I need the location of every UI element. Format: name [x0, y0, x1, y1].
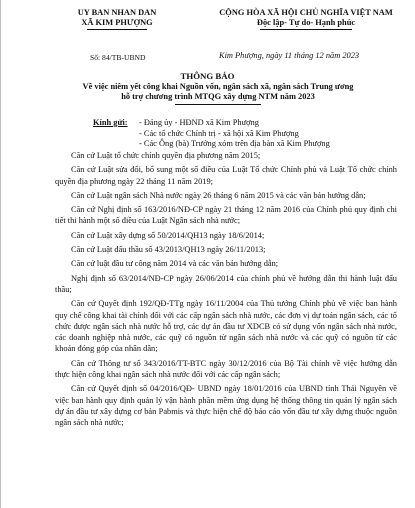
subject-line-2: hỗ trợ chương trình MTQG xây dựng NTM năm 2023 — [121, 92, 315, 101]
issuing-authority — [59, 8, 175, 30]
national-header — [208, 8, 404, 30]
recipients-list — [139, 118, 379, 150]
place-and-date: Kim Phượng, ngày 11 tháng 12 năm 2023 — [219, 51, 360, 60]
body-paragraph: Căn cứ Luật đấu thầu số 43/2013/QH13 ngày 26/11/2013; — [71, 245, 266, 255]
body-paragraph: Căn cứ Luật tổ chức chính quyền địa phương năm 2015; — [71, 151, 261, 160]
body-paragraph: Căn cứ Luật sửa đổi, bổ sung một số điều của Luật Tổ chức Chính phủ và Luật Tổ chức chính quyền địa phương ngày 22 tháng 11 năm 2019; — [55, 165, 397, 186]
document-title: THÔNG BÁO — [180, 71, 235, 81]
recipient-item: - Đảng ủy - HĐND xã Kim Phượng — [139, 118, 259, 127]
body-paragraph: Căn cứ Nghị định số 163/2016/NĐ-CP ngày 21 tháng 12 năm 2016 của Chính phủ quy định chi tiết thi hành một số điều của Luật Ngân sách nhà nước; — [55, 205, 397, 226]
subject-line-1: Về việc niêm yết công khai Nguồn vốn, ngân sách xã, ngân sách Trung ương — [82, 82, 354, 91]
body-paragraph: Căn cứ Luật xây dựng số 50/2014/QH13 ngày 18/6/2014; — [71, 230, 265, 240]
body-paragraph: Căn cứ Quyết định 192/QĐ-TTg ngày 16/11/2004 của Thủ tướng Chính phủ về việc ban hành quy chế công khai tài chính đối với các cấp ngân sách nhà nước, các đơn vị dự toán ngân sách, các tổ chức được ngân sách nhà nước hỗ trợ, các dự án đầu tư XDCB có sử dụng vốn ngân sách nhà nước, các doanh nghiệp nhà nước, các quỹ có nguồn từ ngân sách nhà nước và các quỹ có nguồn từ các khoản đóng góp của nhân dân; — [55, 299, 397, 354]
recipient-item: - Các Ông (bà) Trưởng xóm trên địa bàn xã Kim Phượng — [139, 139, 330, 148]
subject-underline — [175, 104, 261, 105]
authority-line-1: UY BAN NHAN DAN — [77, 8, 157, 17]
authority-underline — [87, 29, 147, 30]
document-number: Số: 84/TB-UBND — [90, 53, 146, 62]
document-subject — [53, 82, 383, 105]
body-paragraph: Nghị định số 63/2014/NĐ-CP ngày 26/06/2014 của chính phủ về hướng dẫn thi hành luật đấu thầu; — [55, 273, 397, 294]
recipients-label: Kính gửi: — [93, 118, 128, 127]
recipient-item: - Các tổ chức Chính trị - xã hội xã Kim Phượng — [139, 128, 299, 138]
document-body — [55, 150, 397, 432]
nation-motto: Độc lập- Tự do- Hạnh phúc — [256, 18, 356, 27]
nation-name: CỘNG HÒA XÃ HỘI CHỦ NGHĨA VIỆT NAM — [219, 8, 393, 17]
body-paragraph: Căn cứ Thông tư số 343/2016/TT-BTC ngày 30/12/2016 của Bộ Tài chính về việc hướng dẫn thực hiện công khai ngân sách nhà nước đối với các cấp ngân sách; — [55, 358, 397, 380]
authority-line-2: XÃ KIM PHƯỢNG — [81, 18, 153, 27]
body-paragraph: Căn cứ Quyết định số 04/2016/QĐ- UBND ngày 18/01/2016 của UBND tỉnh Thái Nguyên về việc ban hành quy định quản lý vận hành phần mềm ứng dụng hệ thống thông tin quản lý ngân sách dự án đầu tư xây dựng cơ bản Pabmis và thực hiện chế độ báo cáo vốn đầu tư xây dựng thuộc nguồn ngân sách nhà nước; — [55, 384, 397, 428]
body-paragraph: Căn cứ Luật ngân sách Nhà nước ngày 26 tháng 6 năm 2015 và các văn bản hướng dẫn; — [71, 190, 366, 200]
motto-underline — [260, 29, 352, 30]
body-paragraph: Căn cứ luật đầu tư công năm 2014 và các văn bản hướng dẫn; — [71, 259, 279, 269]
